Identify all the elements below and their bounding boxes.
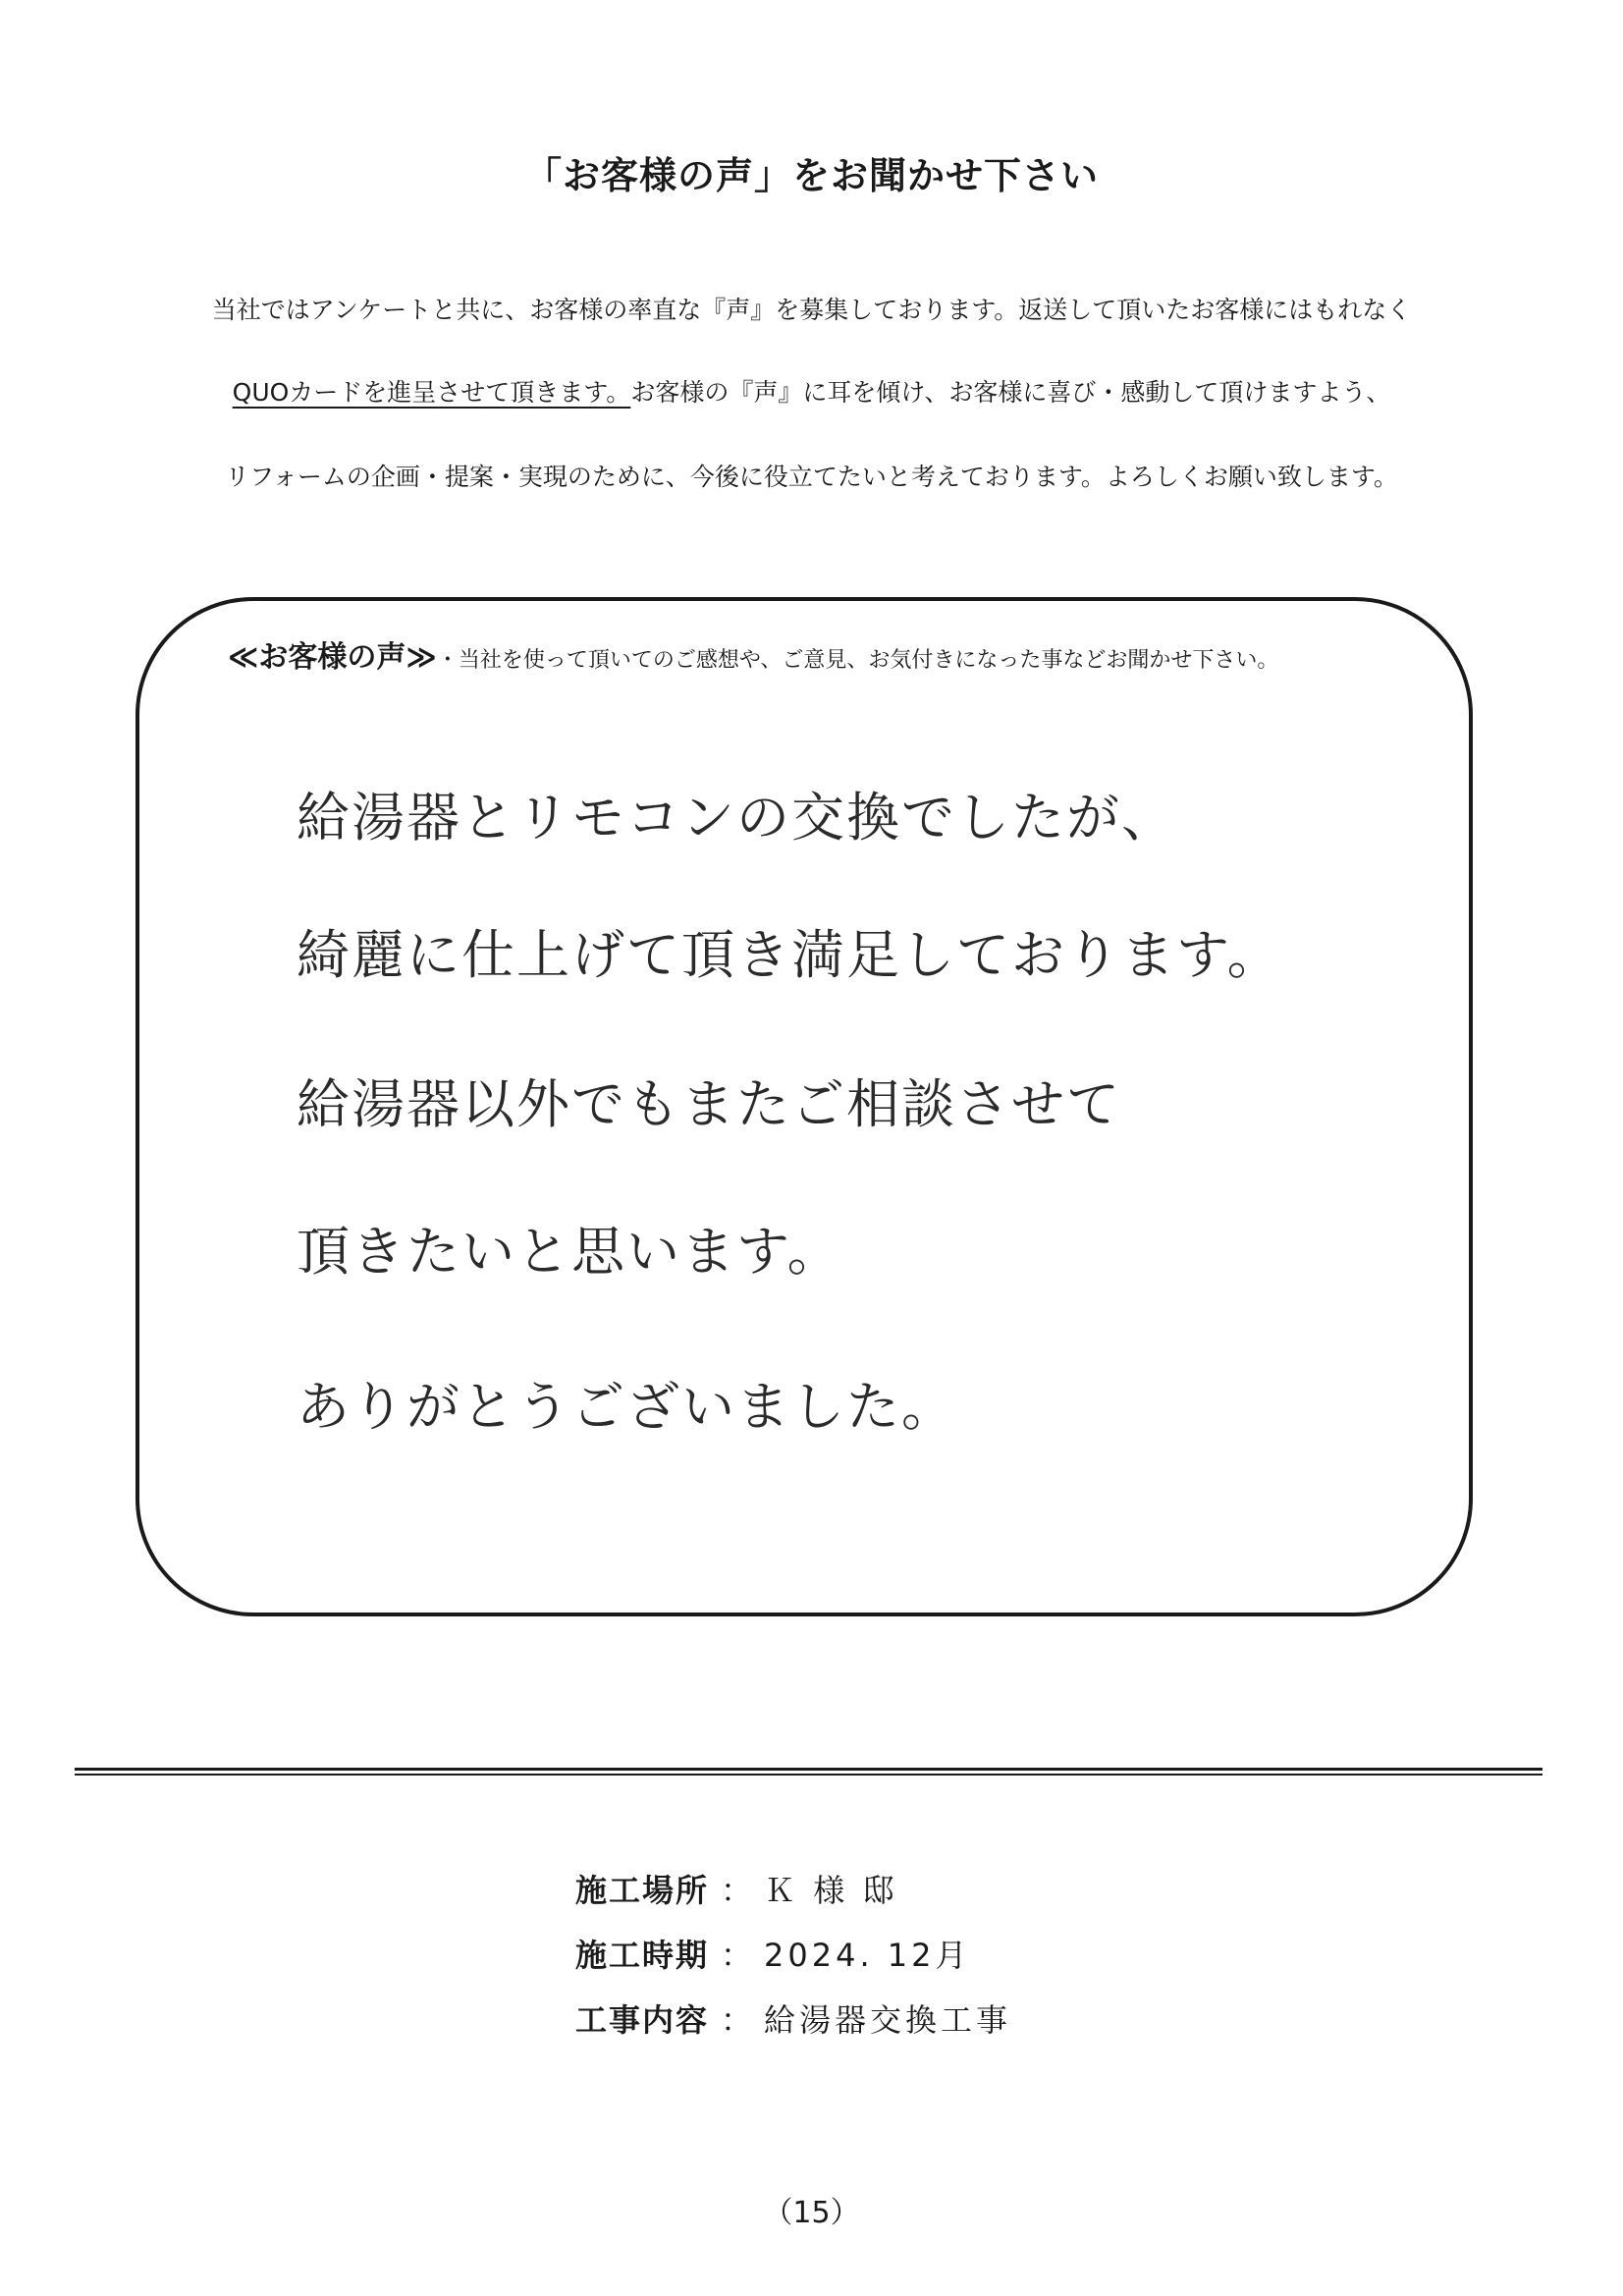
page-number: （15）	[763, 2196, 860, 2230]
intro-line-3: リフォームの企画・提案・実現のために、今後に役立てたいと考えております。よろしくお願い致します。	[225, 463, 1398, 491]
quo-card-notice: QUOカードを進呈させて頂きます。	[232, 378, 631, 407]
voice-box-prompt: ・当社を使って頂いてのご感想や、ご意見、お気付きになった事などお聞かせ下さい。	[436, 648, 1279, 673]
info-value: Ｋ 様 邸	[764, 1872, 898, 1909]
voice-box-header	[228, 632, 1278, 676]
info-label: 施工場所	[575, 1872, 710, 1909]
info-label: 工事内容	[575, 2001, 710, 2039]
info-row-location	[575, 1866, 897, 1911]
handwritten-line: ありがとうございました。	[297, 1376, 956, 1438]
info-value: 給湯器交換工事	[764, 2001, 1012, 2039]
handwritten-line: 頂きたいと思います。	[297, 1221, 842, 1283]
page-title: 「お客様の声」をお聞かせ下さい	[523, 154, 1099, 197]
info-separator: ：	[721, 2001, 753, 2039]
handwritten-line: 給湯器とリモコンの交換でしたが、	[297, 787, 1176, 848]
info-row-period	[575, 1931, 971, 1976]
voice-box-heading: ≪お客様の声≫	[228, 640, 437, 675]
info-separator: ：	[721, 1937, 753, 1974]
handwritten-line: 綺麗に仕上げて頂き満足しております。	[297, 924, 1282, 986]
info-value: 2024. 12月	[764, 1937, 971, 1974]
info-label: 施工時期	[575, 1937, 710, 1974]
intro-line-2-rest: お客様の『声』に耳を傾け、お客様に喜び・感動して頂けますよう、	[630, 378, 1391, 407]
intro-line-2	[0, 373, 1623, 409]
info-row-work	[575, 1995, 1011, 2041]
intro-line-1: 当社ではアンケートと共に、お客様の率直な『声』を募集しております。返送して頂いたお客様にはもれなく	[211, 296, 1412, 324]
double-divider	[75, 1768, 1542, 1776]
handwritten-line: 給湯器以外でもまたご相談させて	[297, 1073, 1121, 1135]
info-separator: ：	[721, 1872, 753, 1909]
